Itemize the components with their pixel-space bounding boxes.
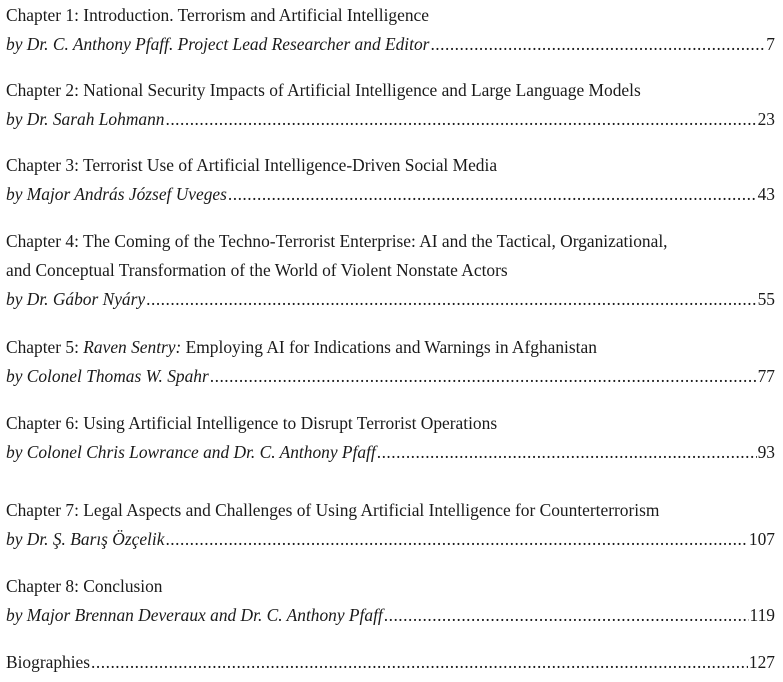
toc-leader-line [6, 601, 775, 630]
toc-leader-line [6, 180, 775, 209]
biographies-label: Biographies [6, 652, 91, 672]
toc-entry-biographies[interactable] [6, 648, 775, 677]
chapter-title: Chapter 6: Using Artificial Intelligence to Disrupt Terrorist Operations [6, 413, 498, 433]
chapter-title: Chapter 7: Legal Aspects and Challenges of Using Artificial Intelligence for Counterterrorism [6, 500, 660, 520]
toc-entry-chapter-4[interactable] [6, 227, 775, 314]
dot-leader [165, 105, 756, 134]
dot-leader [384, 601, 749, 630]
page-number: 7 [766, 34, 775, 54]
chapter-author: by Colonel Thomas W. Spahr [6, 366, 209, 386]
chapter-title: Chapter 2: National Security Impacts of Artificial Intelligence and Large Language Models [6, 80, 641, 100]
dot-leader [165, 525, 747, 554]
chapter-title-line-2: and Conceptual Transformation of the World of Violent Nonstate Actors [6, 260, 508, 280]
toc-entry-chapter-1[interactable] [6, 1, 775, 59]
toc-entry-chapter-6[interactable] [6, 409, 775, 467]
dot-leader [377, 438, 757, 467]
toc-entry-chapter-8[interactable] [6, 572, 775, 630]
chapter-title-italic: Raven Sentry: [83, 337, 182, 357]
toc-entry-chapter-7[interactable] [6, 496, 775, 554]
toc-leader-line [6, 30, 775, 59]
toc-entry-chapter-2[interactable] [6, 76, 775, 134]
page-number: 23 [757, 109, 775, 129]
chapter-title-prefix: Chapter 5: [6, 337, 84, 357]
page-number: 55 [757, 289, 775, 309]
chapter-title-rest: Employing AI for Indications and Warnings in Afghanistan [181, 337, 597, 357]
chapter-author: by Dr. Ş. Barış Özçelik [6, 529, 165, 549]
toc-leader-line [6, 362, 775, 391]
toc-leader-line [6, 285, 775, 314]
page-number: 127 [748, 652, 775, 672]
toc-leader-line [6, 438, 775, 467]
chapter-author: by Dr. C. Anthony Pfaff. Project Lead Researcher and Editor [6, 34, 430, 54]
chapter-author: by Major Brennan Deveraux and Dr. C. Anthony Pfaff [6, 605, 383, 625]
chapter-author: by Major András József Uveges [6, 184, 227, 204]
page-number: 107 [748, 529, 775, 549]
dot-leader [146, 285, 756, 314]
page-number: 119 [749, 605, 775, 625]
toc-leader-line [6, 105, 775, 134]
dot-leader [430, 30, 765, 59]
chapter-title: Chapter 1: Introduction. Terrorism and Artificial Intelligence [6, 5, 429, 25]
chapter-author: by Colonel Chris Lowrance and Dr. C. Anthony Pfaff [6, 442, 376, 462]
chapter-title: Chapter 8: Conclusion [6, 576, 163, 596]
page-number: 77 [757, 366, 775, 386]
dot-leader [210, 362, 757, 391]
dot-leader [228, 180, 757, 209]
chapter-author: by Dr. Sarah Lohmann [6, 109, 165, 129]
page-number: 93 [757, 442, 775, 462]
chapter-title-line-1: Chapter 4: The Coming of the Techno-Terrorist Enterprise: AI and the Tactical, Organizational, [6, 231, 668, 251]
chapter-title [6, 333, 775, 362]
chapter-title: Chapter 3: Terrorist Use of Artificial Intelligence-Driven Social Media [6, 155, 498, 175]
dot-leader [91, 648, 748, 677]
toc-entry-chapter-3[interactable] [6, 151, 775, 209]
toc-leader-line [6, 525, 775, 554]
chapter-author: by Dr. Gábor Nyáry [6, 289, 146, 309]
toc-leader-line [6, 648, 775, 677]
toc-entry-chapter-5[interactable] [6, 333, 775, 391]
page-number: 43 [757, 184, 775, 204]
